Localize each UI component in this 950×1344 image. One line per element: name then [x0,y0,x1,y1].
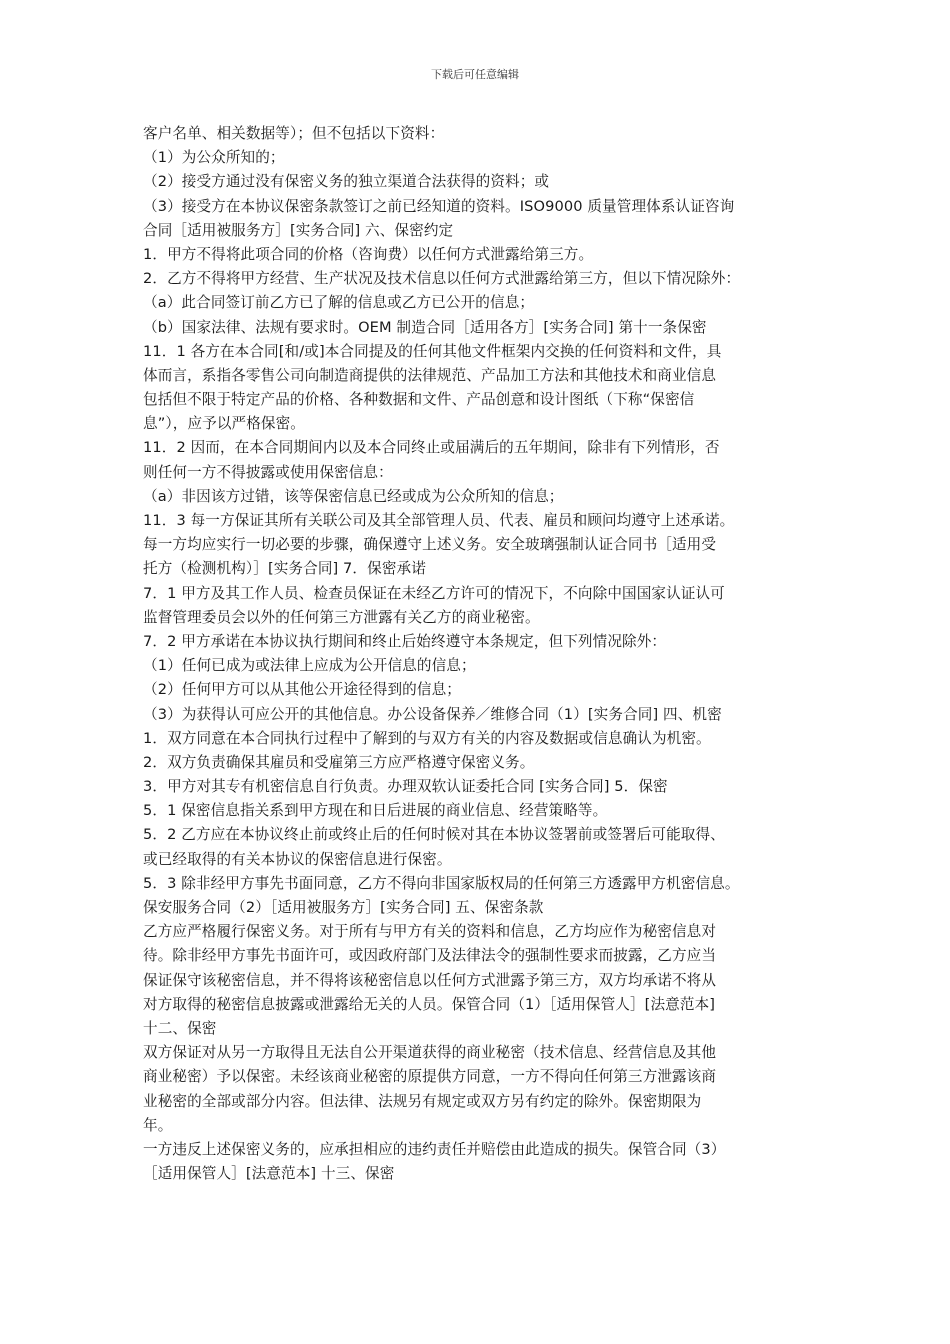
text-line: 每一方均应实行一切必要的步骤，确保遵守上述义务。安全玻璃强制认证合同书［适用受 [143,536,717,554]
text-line: （1）为公众所知的； [143,149,285,167]
text-line: 1．双方同意在本合同执行过程中了解到的与双方有关的内容及数据或信息确认为机密。 [143,729,711,747]
text-line: 3．甲方对其专有机密信息自行负责。办理双软认证委托合同 [实务合同] 5．保密 [143,778,668,796]
text-line: 客户名单、相关数据等）；但不包括以下资料： [143,125,445,142]
text-line: 或已经取得的有关本协议的保密信息进行保密。 [143,850,452,868]
text-line: 一方违反上述保密义务的，应承担相应的违约责任并赔偿由此造成的损失。保管合同（3） [143,1140,726,1158]
text-line: 十二、保密 [143,1019,217,1037]
page-header: 下载后可任意编辑 [431,68,519,81]
text-line: 7．2 甲方承诺在本协议执行期间和终止后始终遵守本条规定，但下列情况除外： [143,632,667,650]
text-line: （a）此合同签订前乙方已了解的信息或乙方已公开的信息； [143,294,535,312]
text-line: 保证保守该秘密信息，并不得将该秘密信息以任何方式泄露予第三方，双方均承诺不将从 [143,971,717,989]
text-line: 5．3 除非经甲方事先书面同意，乙方不得向非国家版权局的任何第三方透露甲方机密信息。 [143,874,740,892]
text-line: 合同［适用被服务方］[实务合同] 六、保密约定 [143,221,454,239]
text-line: 托方（检测机构）］[实务合同] 7．保密承诺 [143,560,426,578]
text-line: 业秘密的全部或部分内容。但法律、法规另有规定或双方另有约定的除外。保密期限为 [143,1092,702,1110]
text-line: （2）接受方通过没有保密义务的独立渠道合法获得的资料；或 [143,173,550,191]
text-line: 11．2 因而，在本合同期间内以及本合同终止或届满后的五年期间，除非有下列情形，否 [143,439,720,457]
text-line: （a）非因该方过错，该等保密信息已经或成为公众所知的信息； [143,487,564,505]
text-line: 2．乙方不得将甲方经营、生产状况及技术信息以任何方式泄露给第三方，但以下情况除外： [143,270,741,288]
text-line: 7．1 甲方及其工作人员、检查员保证在未经乙方许可的情况下，不向除中国国家认证认可 [143,584,725,602]
text-line: （b）国家法律、法规有要求时。OEM 制造合同［适用各方］[实务合同] 第十一条保密 [143,318,707,336]
text-line: 2．双方负责确保其雇员和受雇第三方应严格遵守保密义务。 [143,753,535,771]
text-line: 则任何一方不得披露或使用保密信息： [143,463,393,481]
document-body [143,122,823,1186]
text-line: （2）任何甲方可以从其他公开途径得到的信息； [143,681,461,699]
text-line: 待。除非经甲方事先书面许可，或因政府部门及法律法令的强制性要求而披露，乙方应当 [143,947,717,965]
text-line: （3）接受方在本协议保密条款签订之前已经知道的资料。ISO9000 质量管理体系认证咨询 [143,197,735,215]
text-line: 11．1 各方在本合同[和/或]本合同提及的任何其他文件框架内交换的任何资料和文件，具 [143,342,722,360]
text-line: 1．甲方不得将此项合同的价格（咨询费）以任何方式泄露给第三方。 [143,245,594,263]
text-line: 包括但不限于特定产品的价格、各种数据和文件、产品创意和设计图纸（下称“保密信 [143,391,695,409]
text-line: 商业秘密）予以保密。未经该商业秘密的原提供方同意，一方不得向任何第三方泄露该商 [143,1068,717,1086]
text-line: 乙方应严格履行保密义务。对于所有与甲方有关的资料和信息，乙方均应作为秘密信息对 [143,923,717,941]
text-line: 年。 [143,1116,173,1134]
text-line: 监督管理委员会以外的任何第三方泄露有关乙方的商业秘密。 [143,608,540,626]
text-line: ［适用保管人］[法意范本] 十三、保密 [143,1165,395,1183]
text-line: 息”），应予以严格保密。 [143,415,305,433]
text-line: 保安服务合同（2）［适用被服务方］[实务合同] 五、保密条款 [143,899,544,916]
text-line: 双方保证对从另一方取得且无法自公开渠道获得的商业秘密（技术信息、经营信息及其他 [143,1044,717,1062]
text-line: 5．2 乙方应在本协议终止前或终止后的任何时候对其在本协议签署前或签署后可能取得、 [143,826,725,844]
text-line: 11．3 每一方保证其所有关联公司及其全部管理人员、代表、雇员和顾问均遵守上述承诺。 [143,512,735,529]
text-line: 5．1 保密信息指关系到甲方现在和日后进展的商业信息、经营策略等。 [143,802,608,820]
text-line: （3）为获得认可应公开的其他信息。办公设备保养／维修合同（1）[实务合同] 四、机密 [143,705,722,723]
text-line: 体而言，系指各零售公司向制造商提供的法律规范、产品加工方法和其他技术和商业信息 [143,366,717,384]
text-line: （1）任何已成为或法律上应成为公开信息的信息； [143,657,476,675]
text-line: 对方取得的秘密信息披露或泄露给无关的人员。保管合同（1）［适用保管人］[法意范本] [143,995,716,1013]
